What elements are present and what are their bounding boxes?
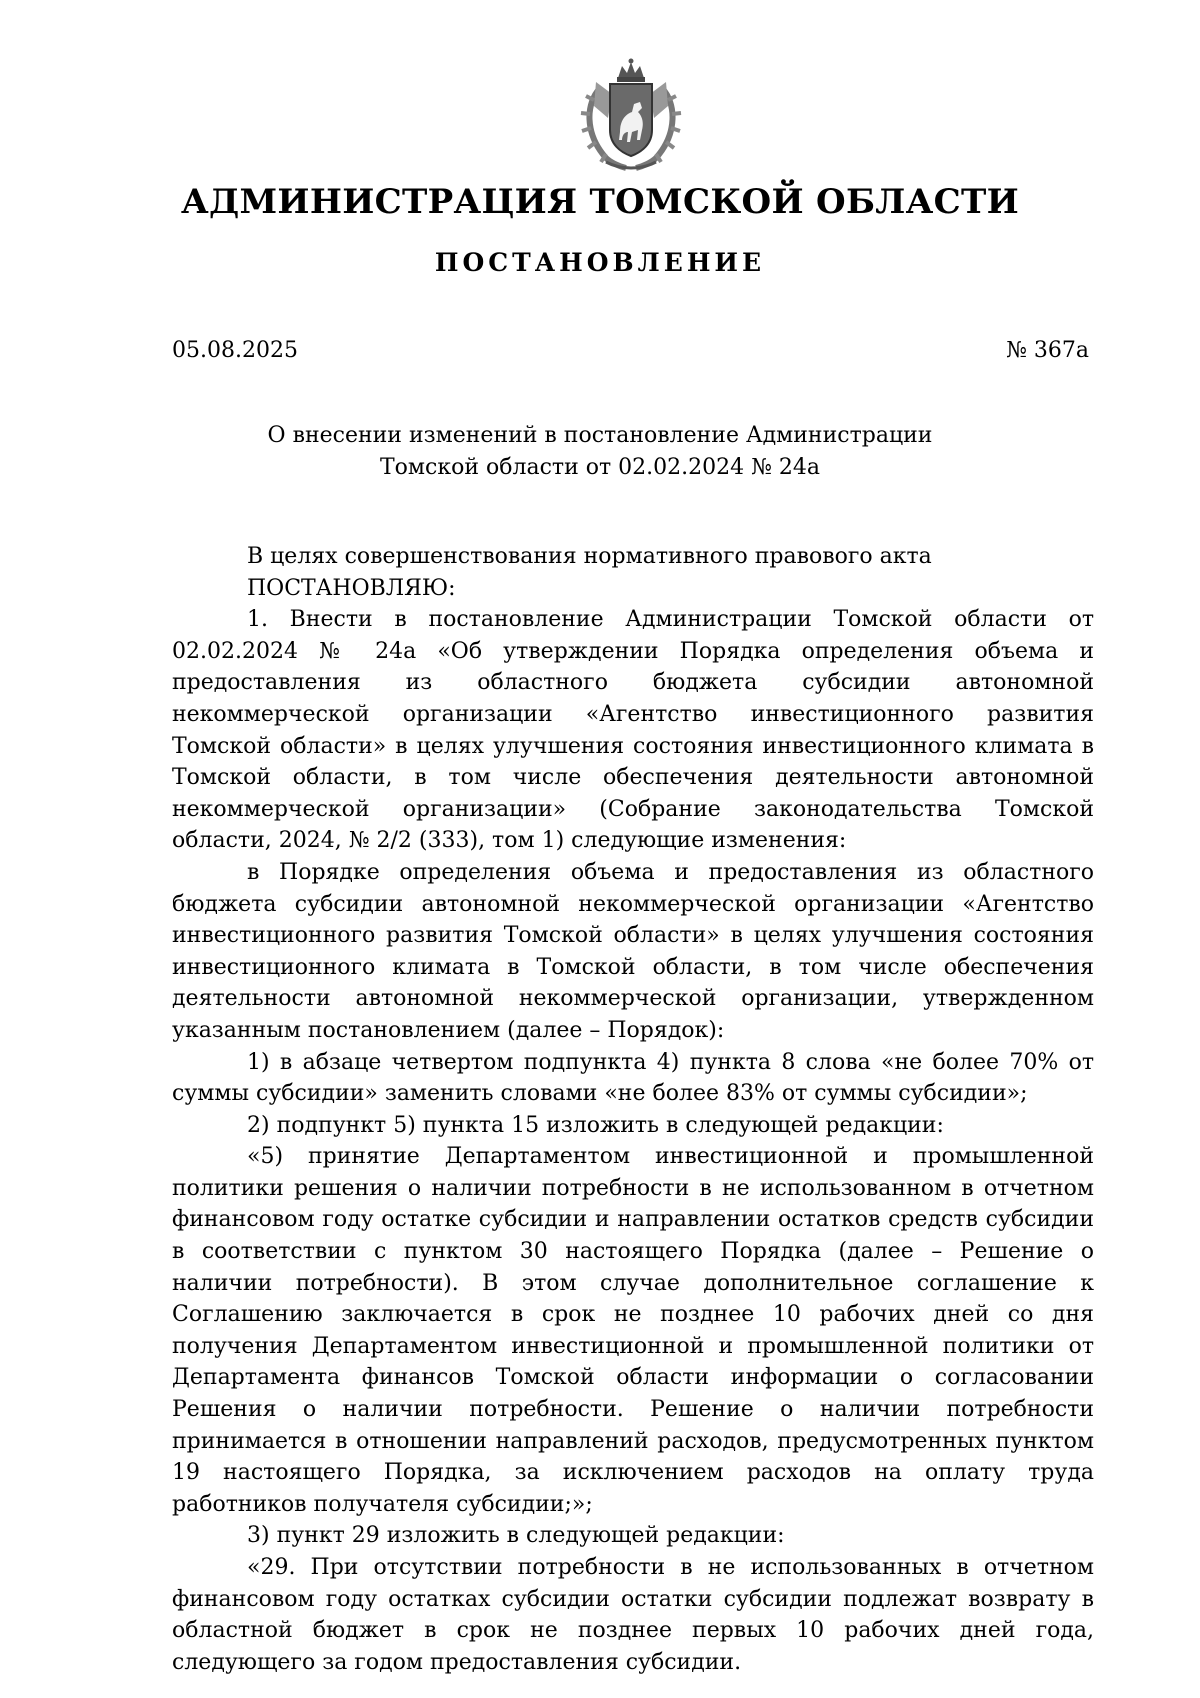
amendment-1-paragraph: 1) в абзаце четвертом подпункта 4) пункта 8 слова «не более 70% от суммы субсидии» заменить словами «не более 83% от суммы субсидии»;: [172, 1049, 1094, 1107]
document-body: [172, 541, 1094, 1678]
preamble-paragraph: В целях совершенствования нормативного правового акта: [247, 544, 932, 569]
amendment-2-text: «5) принятие Департаментом инвестиционной и промышленной политики решения о наличии потребности в не использованном в отчетном финансовом году остатке субсидии и направлении остатков средств субсидии в соответствии с пунктом 30 настоящего Порядка (далее – Решение о наличии потребности). В этом случае дополнительное соглашение к Соглашению заключается в срок не позднее 10 рабочих дней со дня получения Департаментом инвестиционной и промышленной политики от Департамента финансов Томской области информации о согласовании Решения о наличии потребности. Решение о наличии потребности принимается в отношении направлений расходов, предусмотренных пунктом 19 настоящего Порядка, за исключением расходов на оплату труда работников получателя субсидии;»;: [172, 1144, 1094, 1517]
document-subject: [200, 420, 1000, 484]
amendment-3-paragraph: 3) пункт 29 изложить в следующей редакции:: [247, 1523, 785, 1549]
amendment-2-paragraph: 2) подпункт 5) пункта 15 изложить в следующей редакции:: [247, 1112, 944, 1138]
amendment-3-text: «29. При отсутствии потребности в не использованных в отчетном финансовом году остатках субсидии остатки субсидии подлежат возврату в областной бюджет в срок не позднее первых 10 рабочих дней года, следующего за годом предоставления субсидии.: [172, 1555, 1094, 1675]
subject-line-2: Томской области от 02.02.2024 № 24а: [379, 455, 821, 480]
organization-name: АДМИНИСТРАЦИЯ ТОМСКОЙ ОБЛАСТИ: [180, 182, 1020, 222]
clause-1-paragraph: 1. Внести в постановление Администрации Томской области от 02.02.2024 № 24а «Об утверждении Порядка определения объема и предоставления из областного бюджета субсидии автономной некоммерческой организации «Агентство инвестиционного развития Томской области» в целях улучшения состояния инвестиционного климата в Томской области, в том числе обеспечения деятельности автономной некоммерческой организации» (Собрание законодательства Томской области, 2024, № 2/2 (333), том 1) следующие изменения:: [172, 607, 1094, 854]
document-date: 05.08.2025: [172, 338, 298, 363]
document-number: № 367а: [1006, 338, 1089, 363]
resolution-keyword: ПОСТАНОВЛЯЮ:: [247, 575, 456, 601]
order-amendments-intro: в Порядке определения объема и предоставления из областного бюджета субсидии автономной некоммерческой организации «Агентство инвестиционного развития Томской области» в целях улучшения состояния инвестиционного климата в Томской области, в том числе обеспечения деятельности автономной некоммерческой организации, утвержденном указанным постановлением (далее – Порядок):: [172, 859, 1094, 1043]
coat-of-arms-icon: [566, 58, 696, 176]
document-type: ПОСТАНОВЛЕНИЕ: [434, 248, 766, 277]
subject-line-1: О внесении изменений в постановление Администрации: [267, 423, 933, 448]
